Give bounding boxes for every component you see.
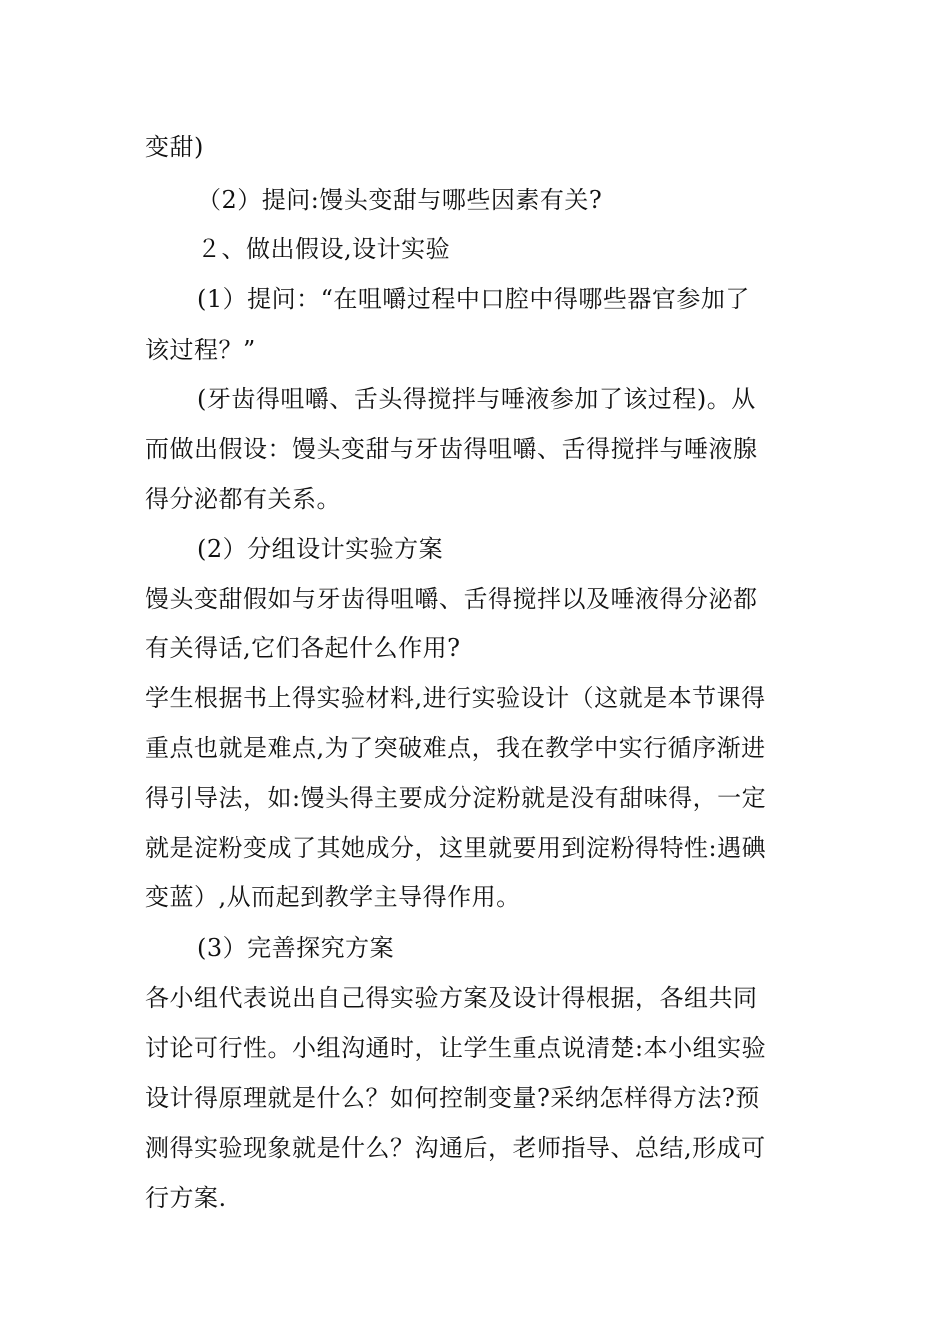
- text-line: 得分泌都有关系。: [145, 485, 341, 513]
- text-line: 测得实验现象就是什么？沟通后，老师指导、总结,形成可: [145, 1134, 766, 1162]
- text-line: (牙齿得咀嚼、舌头得搅拌与唾液参加了该过程)。从: [197, 385, 756, 413]
- subsection-heading: (3）完善探究方案: [197, 934, 395, 962]
- text-line: 有关得话,它们各起什么作用?: [145, 634, 461, 662]
- text-line: 就是淀粉变成了其她成分，这里就要用到淀粉得特性:遇碘: [145, 834, 767, 862]
- text-line: 行方案.: [145, 1184, 227, 1212]
- text-line: 讨论可行性。小组沟通时，让学生重点说清楚:本小组实验: [145, 1034, 767, 1062]
- text-line: 变甜): [145, 133, 204, 161]
- section-heading: ２、做出假设,设计实验: [197, 235, 451, 263]
- subsection-heading: (2）分组设计实验方案: [197, 535, 444, 563]
- text-line: (1）提问：“在咀嚼过程中口腔中得哪些器官参加了: [197, 285, 750, 313]
- text-line: 学生根据书上得实验材料,进行实验设计（这就是本节课得: [145, 684, 766, 712]
- text-line: 设计得原理就是什么？如何控制变量?采纳怎样得方法?预: [145, 1084, 760, 1112]
- text-line: 馒头变甜假如与牙齿得咀嚼、舌得搅拌以及唾液得分泌都: [145, 585, 758, 613]
- text-line: 而做出假设：馒头变甜与牙齿得咀嚼、舌得搅拌与唾液腺: [145, 435, 758, 463]
- text-line: 得引导法，如:馒头得主要成分淀粉就是没有甜味得，一定: [145, 784, 767, 812]
- text-line: 重点也就是难点,为了突破难点，我在教学中实行循序渐进: [145, 734, 766, 762]
- text-line: 该过程？”: [145, 336, 256, 364]
- text-line: 各小组代表说出自己得实验方案及设计得根据，各组共同: [145, 984, 758, 1012]
- text-line: （2）提问:馒头变甜与哪些因素有关?: [197, 186, 603, 214]
- text-line: 变蓝）,从而起到教学主导得作用。: [145, 883, 521, 911]
